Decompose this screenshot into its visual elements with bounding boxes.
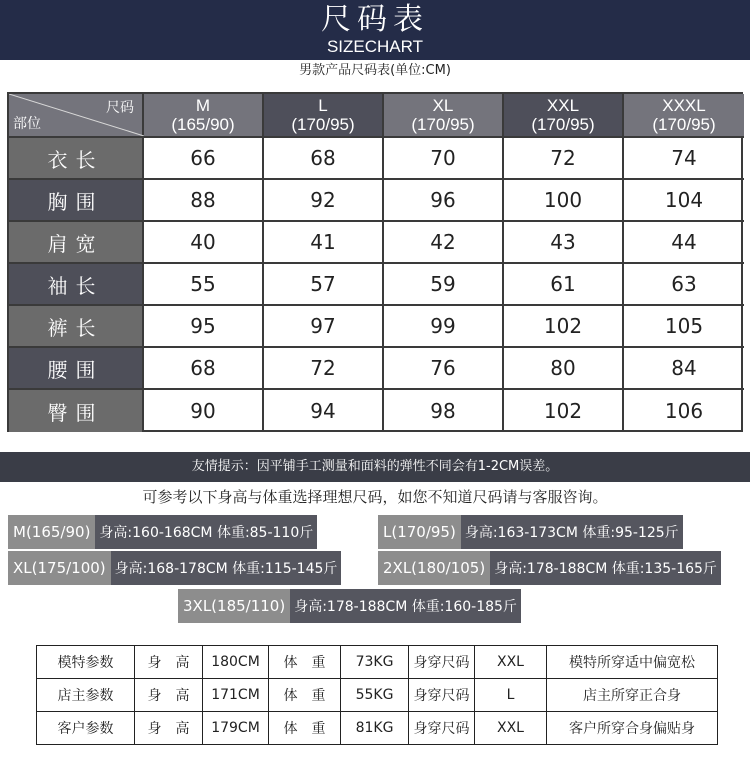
table-cell: 90 xyxy=(144,390,264,432)
recommendation-range: 身高:160-168CM 体重:85-110斤 xyxy=(95,515,317,549)
table-cell: 80 xyxy=(504,348,624,390)
table-caption: 男款产品尺码表(单位:CM) xyxy=(299,63,451,78)
table-cell: 102 xyxy=(504,390,624,432)
row-label: 袖长 xyxy=(9,264,144,306)
height-label: 身 高 xyxy=(135,679,203,712)
size-chart-table xyxy=(7,92,743,432)
height-value: 180CM xyxy=(203,646,269,679)
size-label: 身穿尺码 xyxy=(409,712,475,745)
row-label: 腰围 xyxy=(9,348,144,390)
row-label: 裤长 xyxy=(9,306,144,348)
row-label: 肩宽 xyxy=(9,222,144,264)
measurement-tip: 友情提示：因平铺手工测量和面料的弹性不同会有1-2CM误差。 xyxy=(0,452,750,482)
recommendation-size: M(165/90) xyxy=(8,515,95,549)
table-cell: 42 xyxy=(384,222,504,264)
table-cell: 70 xyxy=(384,138,504,180)
weight-value: 55KG xyxy=(341,679,409,712)
table-cell: 100 xyxy=(504,180,624,222)
table-cell: 66 xyxy=(144,138,264,180)
table-cell: 57 xyxy=(264,264,384,306)
table-cell: 106 xyxy=(664,399,704,423)
size-recommendation xyxy=(8,551,341,585)
corner-top-label: 尺码 xyxy=(106,100,134,116)
row-label: 衣长 xyxy=(9,138,144,180)
recommendation-size: 2XL(180/105) xyxy=(378,551,490,585)
height-label: 身 高 xyxy=(135,646,203,679)
fit-note: 店主所穿正合身 xyxy=(547,679,718,712)
table-row xyxy=(37,679,718,712)
table-row xyxy=(9,390,744,432)
role-cell: 店主参数 xyxy=(37,679,135,712)
table-cell: 92 xyxy=(264,180,384,222)
size-recommendation xyxy=(378,515,683,549)
table-row xyxy=(9,264,744,306)
height-value: 179CM xyxy=(203,712,269,745)
table-cell: 105 xyxy=(624,306,744,348)
table-cell: 99 xyxy=(384,306,504,348)
weight-label: 体 重 xyxy=(269,712,341,745)
corner-bottom-label: 部位 xyxy=(13,116,41,132)
table-cell: 63 xyxy=(624,264,744,306)
weight-label: 体 重 xyxy=(269,646,341,679)
table-row xyxy=(9,306,744,348)
recommendation-size: 3XL(185/110) xyxy=(178,589,290,623)
table-cell: 97 xyxy=(264,306,384,348)
size-value: XXL xyxy=(475,646,547,679)
table-cell: 98 xyxy=(384,390,504,432)
table-cell: 72 xyxy=(504,138,624,180)
weight-value: 73KG xyxy=(341,646,409,679)
height-value: 171CM xyxy=(203,679,269,712)
fit-note: 客户所穿合身偏贴身 xyxy=(547,712,718,745)
size-name: L xyxy=(318,96,328,115)
table-cell: 55 xyxy=(144,264,264,306)
table-cell: 74 xyxy=(624,138,744,180)
table-cell: 61 xyxy=(504,264,624,306)
table-row xyxy=(9,348,744,390)
table-cell: 96 xyxy=(384,180,504,222)
role-cell: 模特参数 xyxy=(37,646,135,679)
fit-note: 模特所穿适中偏宽松 xyxy=(547,646,718,679)
recommendation-size: XL(175/100) xyxy=(8,551,111,585)
table-cell: 43 xyxy=(504,222,624,264)
table-cell: 84 xyxy=(624,348,744,390)
size-name: XXXL xyxy=(662,96,706,115)
table-cell: 68 xyxy=(264,138,384,180)
weight-value: 81KG xyxy=(341,712,409,745)
table-row xyxy=(37,712,718,745)
recommendation-range: 身高:168-178CM 体重:115-145斤 xyxy=(111,551,342,585)
table-cell: 95 xyxy=(144,306,264,348)
table-cell: 41 xyxy=(264,222,384,264)
page-subtitle: SIZECHART xyxy=(326,37,424,56)
size-header-xl xyxy=(384,94,504,138)
table-cell: 68 xyxy=(144,348,264,390)
table-row xyxy=(37,646,718,679)
size-spec: (170/95) xyxy=(531,115,595,134)
table-cell: 72 xyxy=(264,348,384,390)
size-value: L xyxy=(475,679,547,712)
size-recommendation xyxy=(378,551,721,585)
recommendation-size: L(170/95) xyxy=(378,515,461,549)
page-title: 尺码表 xyxy=(321,2,429,37)
table-cell: 40 xyxy=(144,222,264,264)
size-header-l xyxy=(264,94,384,138)
size-header-xxxl xyxy=(624,94,744,138)
size-header-m xyxy=(144,94,264,138)
table-cell: 88 xyxy=(144,180,264,222)
role-cell: 客户参数 xyxy=(37,712,135,745)
size-header-xxl xyxy=(504,94,624,138)
size-spec: (170/95) xyxy=(652,115,716,134)
model-parameters-table xyxy=(36,645,718,745)
size-spec: (170/95) xyxy=(291,115,355,134)
size-spec: (170/95) xyxy=(411,115,475,134)
table-cell: 59 xyxy=(384,264,504,306)
recommendation-range: 身高:178-188CM 体重:135-165斤 xyxy=(490,551,721,585)
table-cell: 94 xyxy=(264,390,384,432)
height-label: 身 高 xyxy=(135,712,203,745)
size-recommendation xyxy=(178,589,521,623)
size-recommendation xyxy=(8,515,317,549)
recommendation-range: 身高:178-188CM 体重:160-185斤 xyxy=(290,589,521,623)
table-cell: 44 xyxy=(624,222,744,264)
size-value: XXL xyxy=(475,712,547,745)
header-banner xyxy=(0,0,750,60)
table-cell: 102 xyxy=(504,306,624,348)
size-label: 身穿尺码 xyxy=(409,646,475,679)
recommendation-range: 身高:163-173CM 体重:95-125斤 xyxy=(461,515,683,549)
row-label: 胸围 xyxy=(9,180,144,222)
size-header-row xyxy=(9,94,744,138)
advice-text: 可参考以下身高与体重选择理想尺码，如您不知道尺码请与客服咨询。 xyxy=(142,488,608,506)
table-cell: 104 xyxy=(624,180,744,222)
weight-label: 体 重 xyxy=(269,679,341,712)
row-label: 臀围 xyxy=(9,390,144,432)
size-spec: (165/90) xyxy=(171,115,235,134)
size-name: XXL xyxy=(546,96,580,115)
size-name: M xyxy=(195,96,211,115)
table-row xyxy=(9,138,744,180)
corner-cell xyxy=(9,94,144,138)
table-row xyxy=(9,222,744,264)
table-row xyxy=(9,180,744,222)
size-name: XL xyxy=(432,96,454,115)
size-label: 身穿尺码 xyxy=(409,679,475,712)
table-cell: 76 xyxy=(384,348,504,390)
